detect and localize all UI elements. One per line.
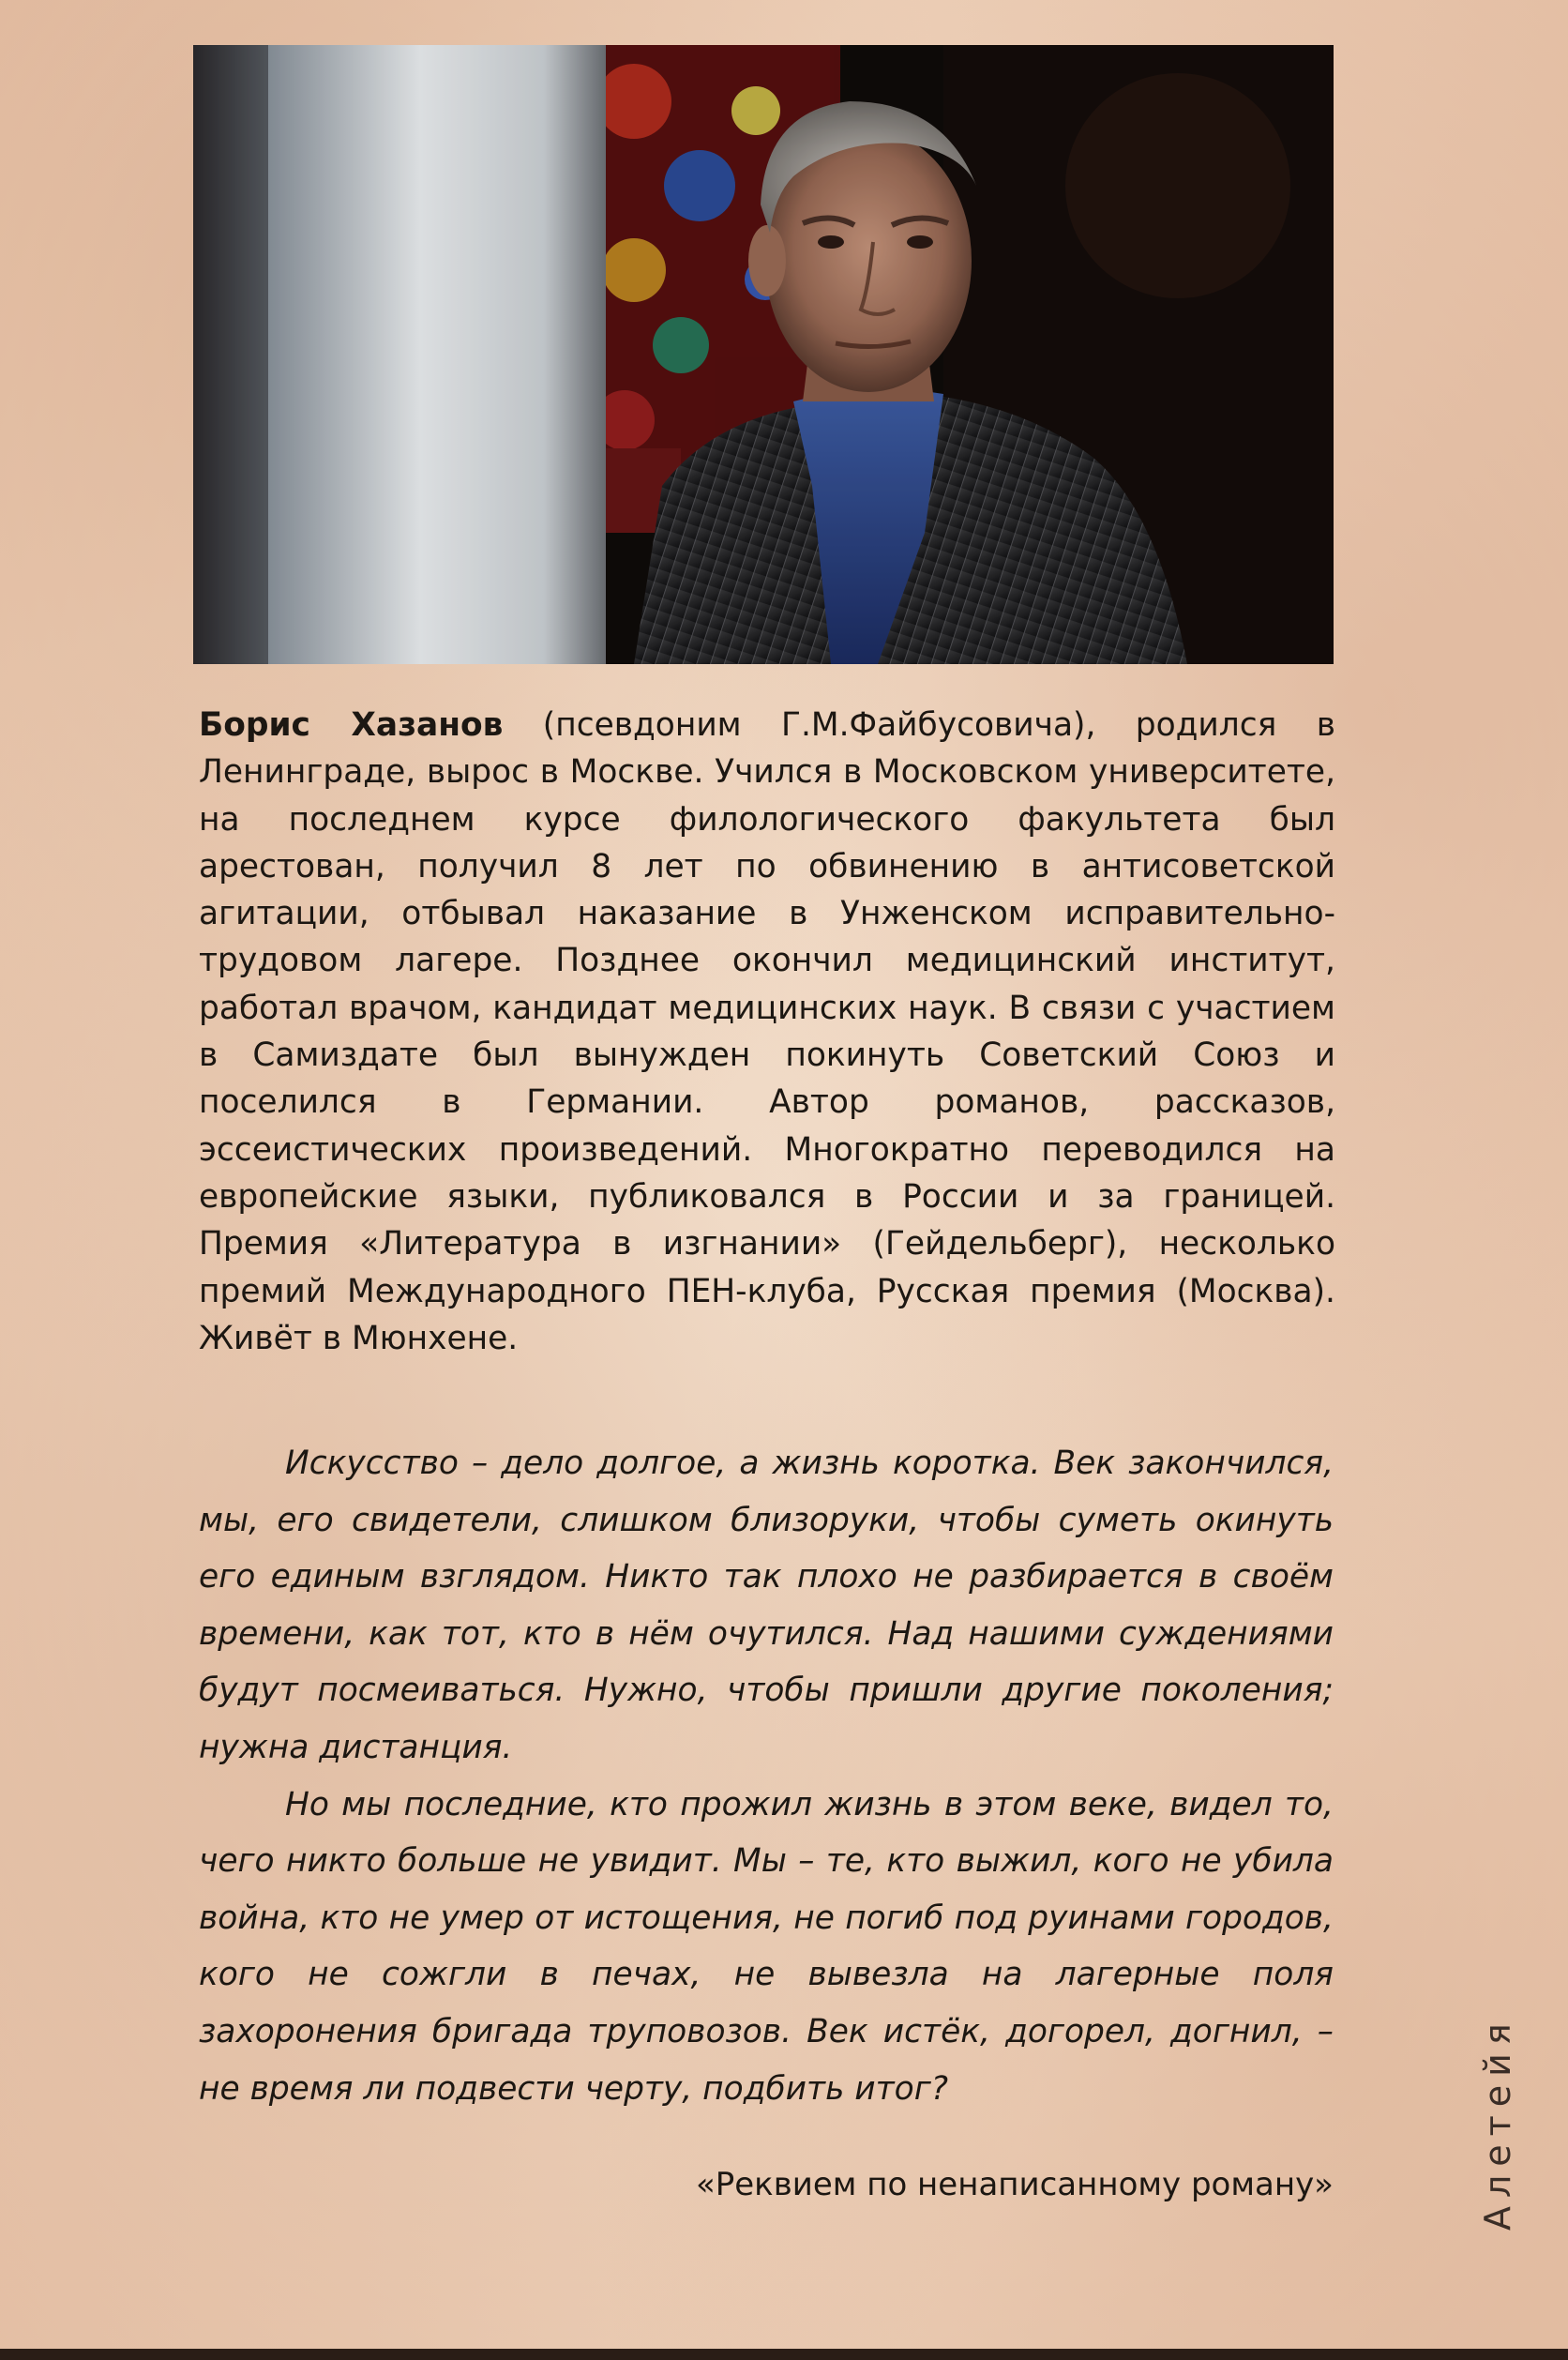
page-bottom-edge: [0, 2349, 1568, 2360]
excerpt-source: «Реквием по ненаписанному роману»: [695, 2166, 1334, 2203]
publisher-logo-text: Алетейя: [1477, 2015, 1518, 2231]
author-bio-text: (псевдоним Г.М.Файбусовича), родился в Ленинграде, вырос в Москве. Учился в Московском университете, на последнем курсе филологического факультета был арестован, получил 8 лет по обвинению в антисоветской агитации, отбывал наказание в Унженском исправительно-трудовом лагере. Позднее окончил медицинский институт, работал врачом, кандидат медицинских наук. В связи с участием в Самиздате был вынужден покинуть Советский Союз и поселился в Германии. Автор романов, рассказов, эссеистических произведений. Многократно переводился на европейские языки, публиковался в России и за границей. Премия «Литература в изгнании» (Гейдельберг), несколько премий Международного ПЕН-клуба, Русская премия (Москва). Живёт в Мюнхене.: [199, 706, 1335, 1357]
author-bio: [199, 702, 1335, 1362]
author-photo: [193, 45, 1334, 664]
excerpt-paragraph-1: Искусство – дело долгое, а жизнь коротка. Век закончился, мы, его свидетели, слишком близоруки, чтобы суметь окинуть его единым взглядом. Никто так плохо не разбирается в своём времени, как тот, кто в нём очутился. Над нашими суждениями будут посмеиваться. Нужно, чтобы пришли другие поколения; нужна дистанция.: [199, 1445, 1334, 1766]
author-name: Борис Хазанов: [199, 706, 504, 744]
book-excerpt: [199, 1435, 1334, 2117]
excerpt-paragraph-2: Но мы последние, кто прожил жизнь в этом веке, видел то, чего никто больше не увидит. Мы – те, кто выжил, кого не убила война, кто не умер от истощения, не погиб под руинами городов, кого не сожгли в печах, не вывезла на лагерные поля захоронения бригада труповозов. Век истёк, догорел, догнил, – не время ли подвести черту, подбить итог?: [199, 1785, 1334, 2108]
